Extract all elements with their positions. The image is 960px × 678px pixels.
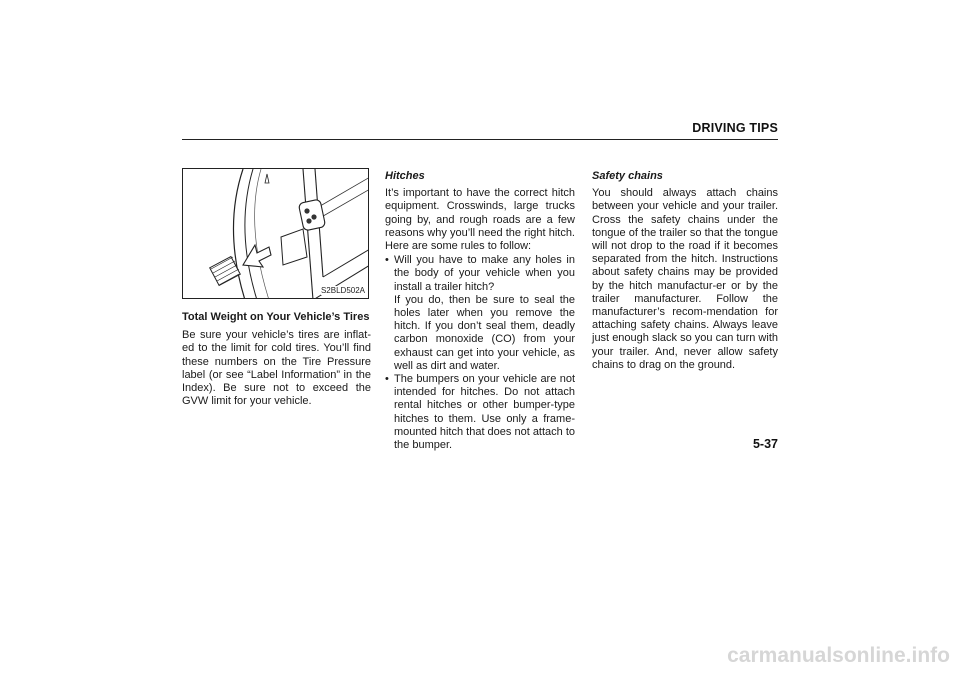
page-number: 5-37 <box>752 437 778 451</box>
list-item <box>385 373 575 452</box>
hitches-rules-list <box>385 254 575 452</box>
safety-chains-paragraph: You should always attach chains between your vehicle and your trailer. Cross the safety chains under the tongue of the trailer so that the tongue will not drop to the road if it becomes separated from the hitch. Instructions about safety chains may be provided by the hitch manufactur-er or by the trailer manufacturer. Follow the manufacturer’s recom-mendation for attaching safety chains. Always leave just enough slack so you can turn with your trailer. And, never allow safety chains to drag on the ground. <box>592 187 778 371</box>
door-jamb-label-figure <box>182 168 369 299</box>
list-item <box>385 254 575 373</box>
watermark: carmanualsonline.info <box>727 644 950 667</box>
column-2 <box>385 170 575 452</box>
list-item-extra: If you do, then be sure to seal the holes later when you remove the hitch. If you don’t seal them, deadly carbon monoxide (CO) from your exhaust can get into your vehicle, as well as dirt and water. <box>394 293 575 372</box>
hitches-intro: It’s important to have the correct hitch equipment. Crosswinds, large trucks going by, and rough roads are a few reasons why you’ll need the right hitch. Here are some rules to follow: <box>385 187 575 253</box>
section-title: DRIVING TIPS <box>692 121 778 135</box>
safety-chains-heading: Safety chains <box>592 170 663 182</box>
tire-weight-paragraph: Be sure your vehicle’s tires are inflat-ed to the limit for cold tires. You’ll find these numbers on the Tire Pressure label (or see “Label Information” in the Index). Be sure not to exceed the GVW limit for your vehicle. <box>182 329 371 408</box>
tire-weight-heading: Total Weight on Your Vehicle’s Tires <box>182 311 370 323</box>
door-jamb-illustration <box>183 169 369 299</box>
header-rule <box>182 139 778 140</box>
figure-id: S2BLD502A <box>320 286 365 295</box>
list-item-text: Will you have to make any holes in the body of your vehicle when you install a trailer hitch? <box>394 254 575 293</box>
column-3 <box>592 170 778 372</box>
list-item-text: The bumpers on your vehicle are not intended for hitches. Do not attach rental hitches or other bumper-type hitches to them. Use only a frame-mounted hitch that does not attach to the bumper. <box>394 373 576 452</box>
hitches-heading: Hitches <box>385 170 425 182</box>
column-1 <box>182 311 371 408</box>
